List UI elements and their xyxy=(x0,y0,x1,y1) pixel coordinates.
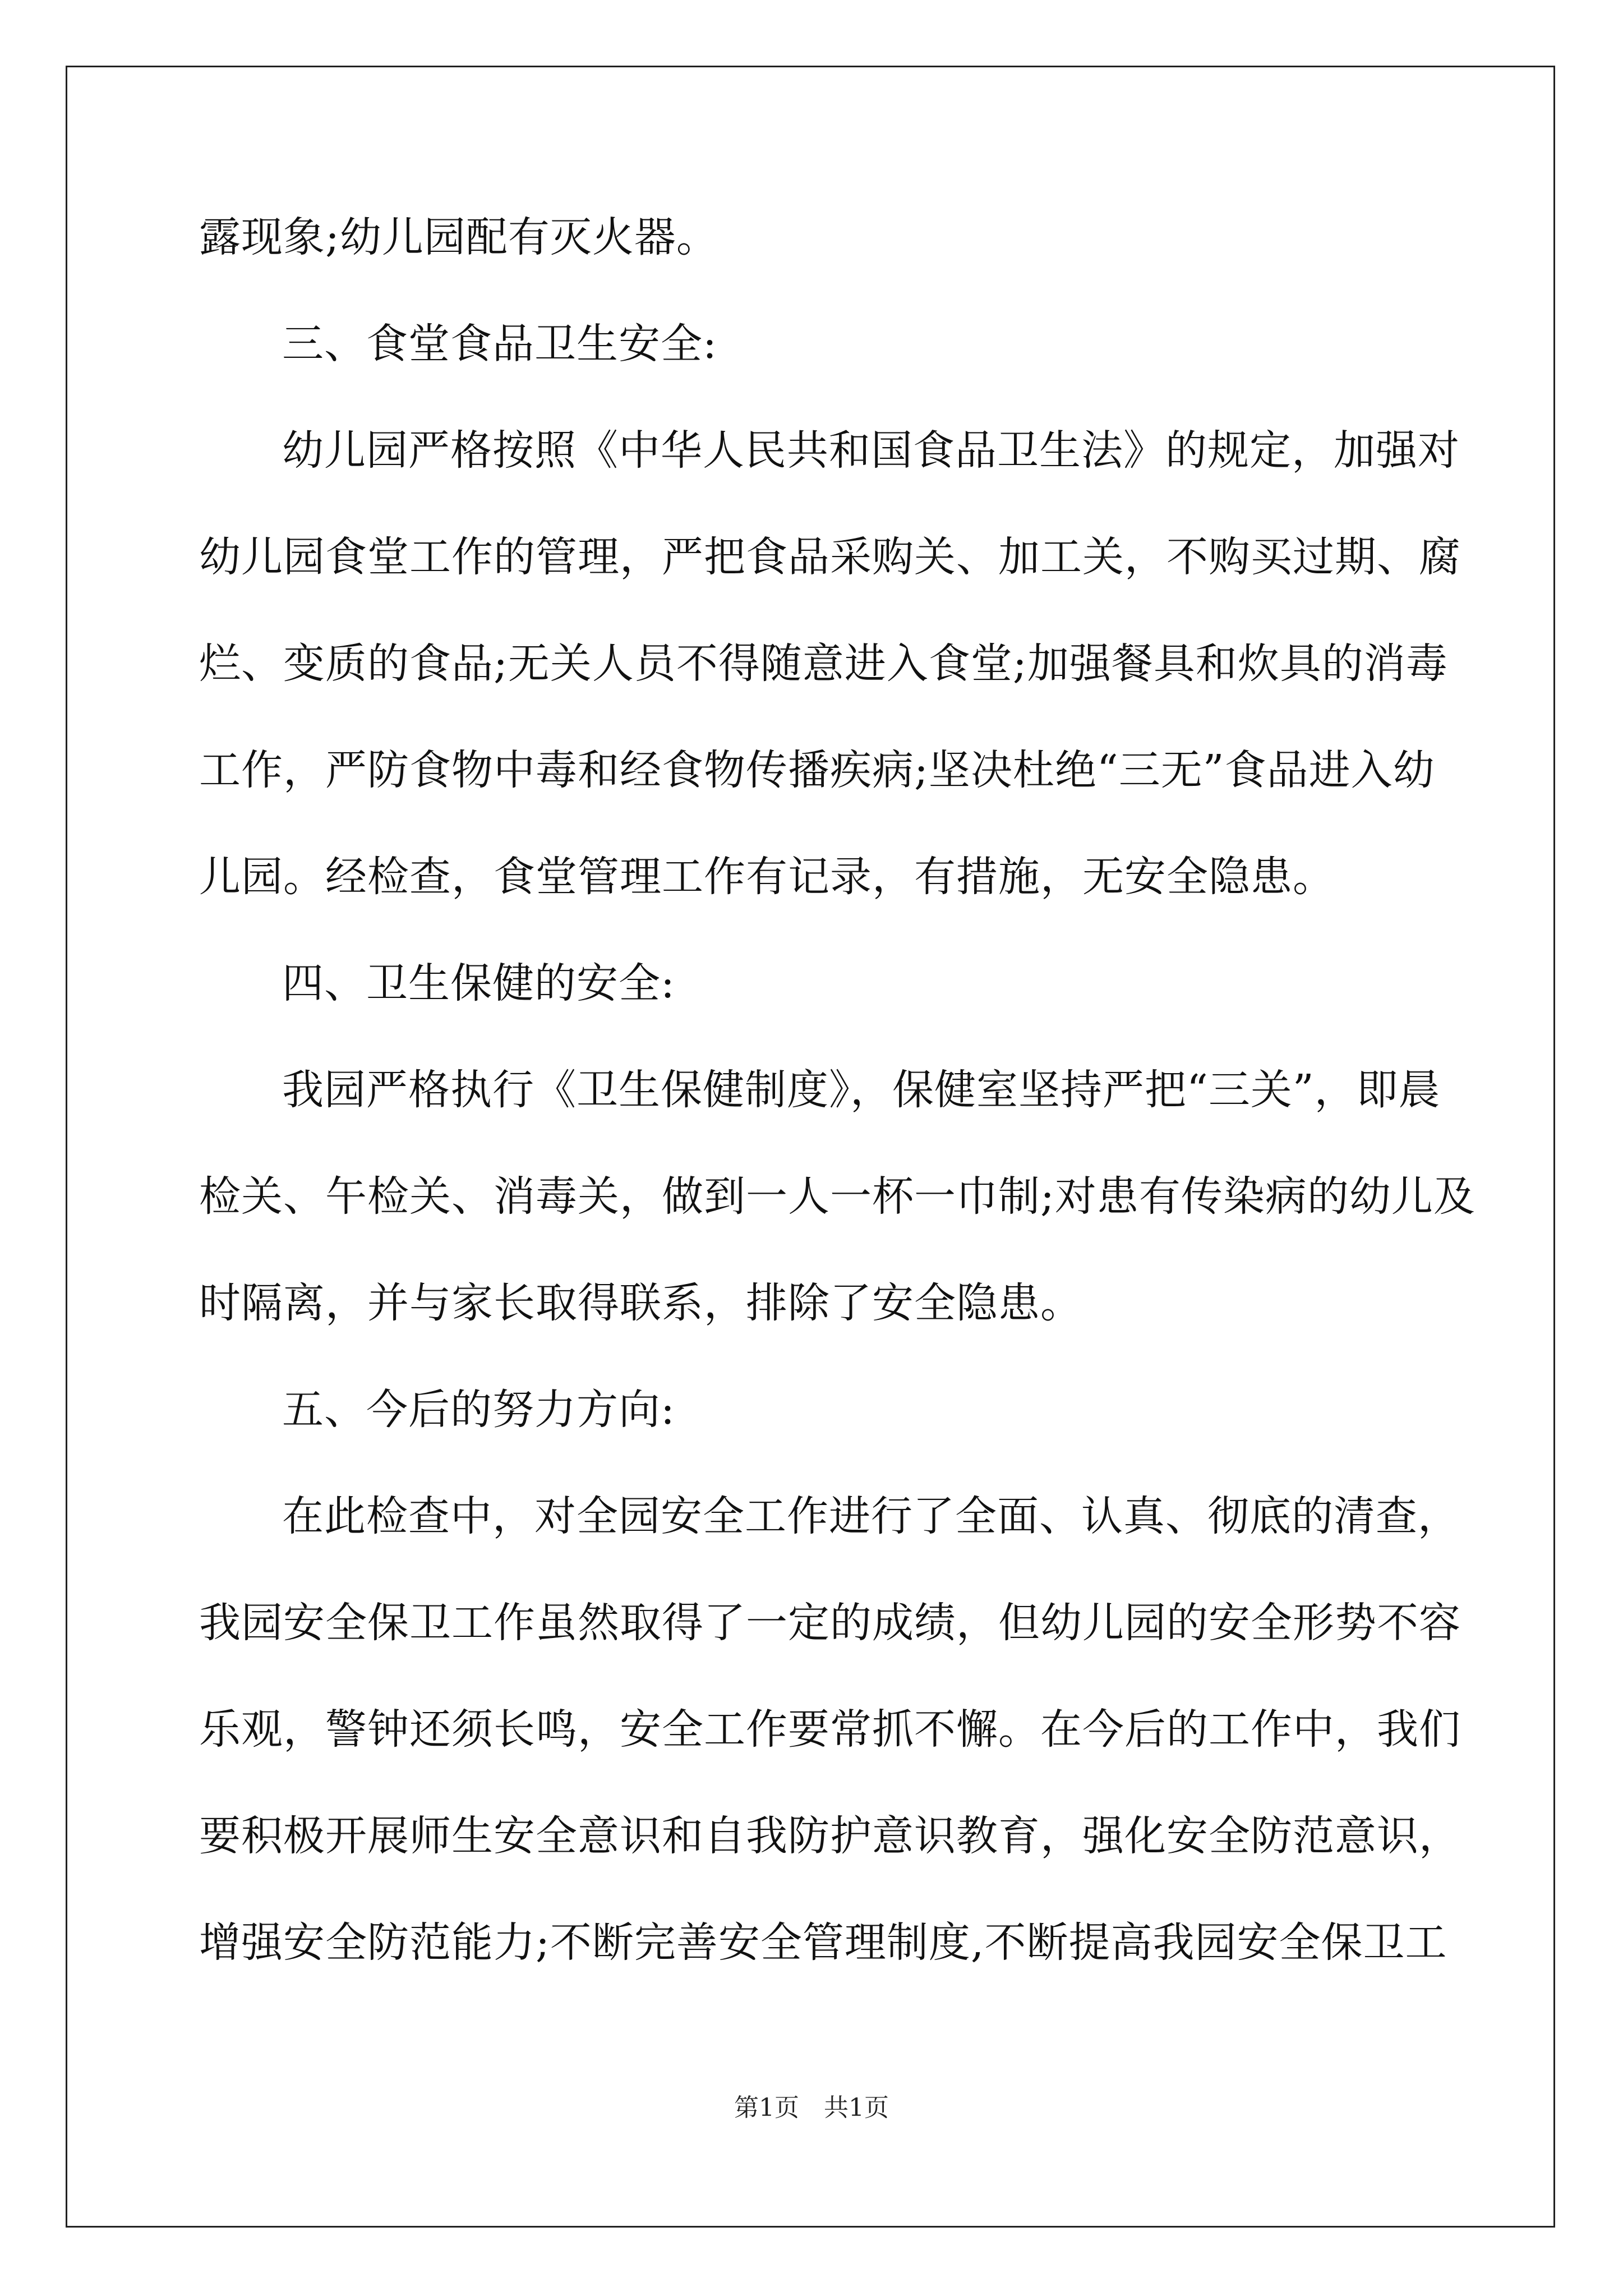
text-line: 烂、变质的食品;无关人员不得随意进入食堂;加强餐具和炊具的消毒 xyxy=(199,639,1448,688)
text-line: 我园严格执行《卫生保健制度》，保健室坚持严把“三关”，即晨 xyxy=(282,1066,1441,1114)
text-line: 要积极开展师生安全意识和自我防护意识教育，强化安全防范意识， xyxy=(199,1812,1461,1860)
text-line: 幼儿园食堂工作的管理，严把食品采购关、加工关，不购买过期、腐 xyxy=(199,533,1461,581)
text-line: 时隔离，并与家长取得联系，排除了安全隐患。 xyxy=(199,1279,1082,1327)
text-line: 儿园。经检查，食堂管理工作有记录，有措施，无安全隐患。 xyxy=(199,853,1335,901)
text-line: 露现象;幼儿园配有灭火器。 xyxy=(199,213,718,261)
section-heading: 五、今后的努力方向: xyxy=(282,1386,675,1434)
page-border xyxy=(66,66,1555,2228)
text-line: 我园安全保卫工作虽然取得了一定的成绩，但幼儿园的安全形势不容 xyxy=(199,1599,1461,1647)
text-line: 检关、午检关、消毒关，做到一人一杯一巾制;对患有传染病的幼儿及 xyxy=(199,1172,1476,1221)
text-line: 在此检查中，对全园安全工作进行了全面、认真、彻底的清查， xyxy=(282,1492,1460,1540)
text-line: 增强安全防范能力;不断完善安全管理制度,不断提高我园安全保卫工 xyxy=(199,1918,1447,1967)
text-line: 工作，严防食物中毒和经食物传播疾病;坚决杜绝“三无”食品进入幼 xyxy=(199,746,1435,794)
section-heading: 三、食堂食品卫生安全: xyxy=(282,320,717,368)
section-heading: 四、卫生保健的安全: xyxy=(282,959,675,1007)
text-line: 幼儿园严格按照《中华人民共和国食品卫生法》的规定，加强对 xyxy=(282,426,1460,475)
page-number: 第1页 共1页 xyxy=(734,2093,889,2122)
text-line: 乐观，警钟还须长鸣，安全工作要常抓不懈。在今后的工作中，我们 xyxy=(199,1705,1461,1754)
